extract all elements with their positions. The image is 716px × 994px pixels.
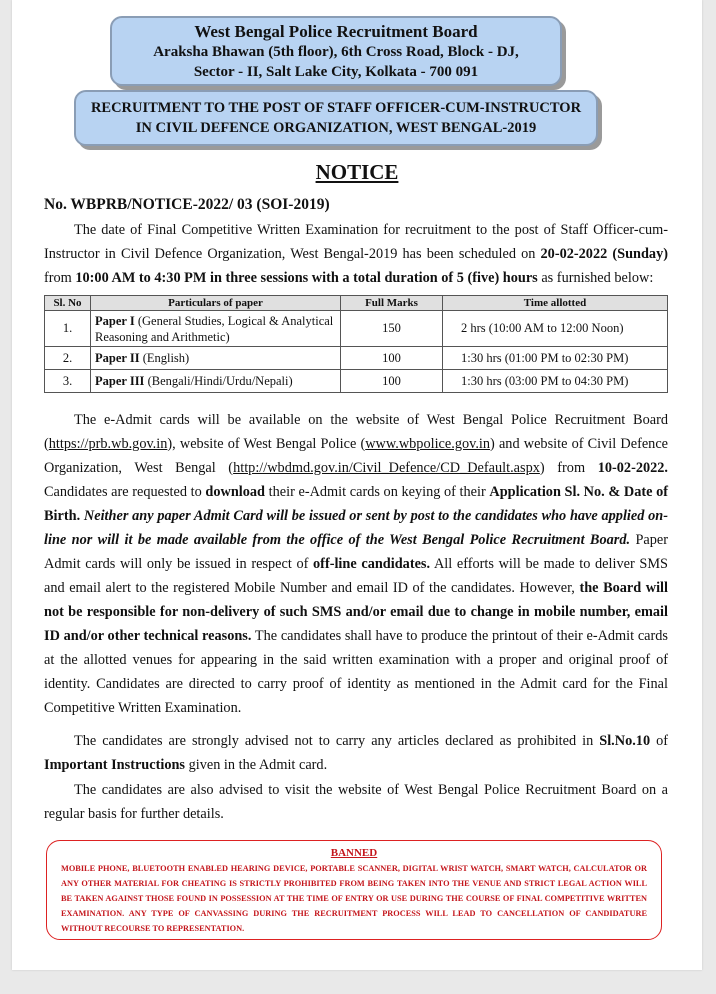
advice-text: The candidates are strongly advised not to carry any articles declared as prohibited in [74, 733, 600, 749]
sl-cell: 2. [45, 347, 91, 370]
instructions-emphasis: Important Instructions [44, 757, 185, 773]
recruitment-line-1: RECRUITMENT TO THE POST OF STAFF OFFICER-CUM-INSTRUCTOR [90, 100, 582, 116]
admit-text: Paper Admit cards will only be issued in respect of [44, 532, 668, 572]
board-disclaimer: the Board will not be responsible for non-delivery of such SMS and/or email due to change in mobile number, email ID and/or other technical reasons. [44, 580, 668, 644]
exam-time: 10:00 AM to 4:30 PM in three sessions with a total duration of 5 (five) hours [75, 270, 538, 286]
time-cell: 2 hrs (10:00 AM to 12:00 Noon) [443, 311, 668, 347]
admit-text: All efforts will be made to deliver SMS and email alert to the registered Mobile Number and email ID of the candidates. However, [44, 556, 668, 596]
admit-text: The e-Admit cards will be available on the website of West Bengal Police Recruitment Board ( [44, 412, 668, 452]
table-row [45, 370, 668, 393]
admit-text: their e-Admit cards on keying of their [265, 484, 490, 500]
marks-cell: 100 [341, 347, 443, 370]
admit-date: 10-02-2022. [597, 460, 669, 476]
address-line-2: Sector - II, Salt Lake City, Kolkata - 700 091 [193, 64, 479, 80]
exam-schedule-table [44, 295, 668, 393]
admit-text: ) and website of Civil Defence Organization, West Bengal ( [44, 436, 669, 476]
table-header-row [45, 296, 668, 311]
sl-cell: 1. [45, 311, 91, 347]
advice-text: of [650, 733, 668, 749]
paper-cell [91, 370, 341, 393]
col-header: Sl. No [45, 296, 91, 311]
slno-emphasis: Sl.No.10 [599, 733, 651, 749]
prb-website-link[interactable]: https://prb.wb.gov.in [48, 436, 168, 452]
admit-text: Candidates are requested to [44, 484, 206, 500]
download-emphasis: download [205, 484, 266, 500]
wbpolice-website-link[interactable]: www.wbpolice.gov.in [365, 436, 491, 452]
time-cell: 1:30 hrs (03:00 PM to 04:30 PM) [443, 370, 668, 393]
exam-date: 20-02-2022 (Sunday) [540, 246, 668, 262]
notice-number: No. WBPRB/NOTICE-2022/ 03 (SOI-2019) [44, 196, 330, 213]
intro-text: from [44, 270, 76, 286]
notice-title: NOTICE [315, 160, 399, 184]
visit-paragraph: The candidates are also advised to visit the website of West Bengal Police Recruitment Board on a regular basis for further details. [44, 782, 668, 822]
banned-title: BANNED [330, 847, 378, 859]
paper-name: Paper III [95, 373, 145, 388]
civil-defence-website-link[interactable]: http://wbdmd.gov.in/Civil_Defence/CD_Default.aspx [233, 460, 540, 476]
sl-cell: 3. [45, 370, 91, 393]
intro-text: The date of Final Competitive Written Examination for recruitment to the post of Staff Officer-cum-Instructor in Civil Defence Organization, West Bengal-2019 has been scheduled on [44, 222, 668, 262]
time-cell: 1:30 hrs (01:00 PM to 02:30 PM) [443, 347, 668, 370]
admit-text: ), website of West Bengal Police ( [167, 436, 366, 452]
address-line-1: Araksha Bhawan (5th floor), 6th Cross Road, Block - DJ, [153, 44, 519, 60]
paper-detail: (English) [139, 350, 190, 365]
paper-cell [91, 311, 341, 347]
table-row [45, 311, 668, 347]
paper-detail: (Bengali/Hindi/Urdu/Nepali) [144, 373, 293, 388]
table-row [45, 347, 668, 370]
col-header: Full Marks [341, 296, 443, 311]
header-box [110, 16, 562, 86]
application-emphasis: Application Sl. No. & Date of Birth. [44, 484, 668, 524]
paper-admit-warning: Neither any paper Admit Card will be issued or sent by post to the candidates who have applied on-line nor will it be made available from the office of the West Bengal Police Recruitment Board. [44, 508, 668, 548]
advice-paragraph [44, 729, 668, 777]
admit-text: The candidates shall have to produce the printout of their e-Admit cards at the allotted venues for appearing in the said written examination with a proper and original proof of identity. Candidates are directed to carry proof of identity as mentioned in the Admit card for the Final Competitive Written Examination. [44, 628, 668, 716]
intro-text: as furnished below: [537, 270, 654, 286]
banned-body: MOBILE PHONE, BLUETOOTH ENABLED HEARING DEVICE, PORTABLE SCANNER, DIGITAL WRIST WATCH, SMART WATCH, CALCULATOR OR ANY OTHER MATERIAL FOR CHEATING IS STRICTLY PROHIBITED FROM BEING TAKEN INTO THE VENUE AND STRICT LEGAL ACTION WILL BE TAKEN AGAINST THOSE FOUND IN POSSESSION AT THE TIME OF ENTRY OR USE DURING THE COURSE OF FINAL COMPETITIVE WRITTEN EXAMINATION. ANY TYPE OF CANVASSING DURING THE RECRUITMENT PROCESS WILL LEAD TO CANCELLATION OF CANDIDATURE WITHOUT RECOURSE TO REPRESENTATION. [61, 864, 647, 933]
col-header: Time allotted [443, 296, 668, 311]
intro-paragraph [44, 218, 668, 290]
paper-detail: (General Studies, Logical & Analytical Reasoning and Arithmetic) [95, 313, 334, 344]
paper-cell [91, 347, 341, 370]
notice-page [12, 0, 702, 970]
marks-cell: 150 [341, 311, 443, 347]
org-name: West Bengal Police Recruitment Board [194, 22, 478, 41]
offline-emphasis: off-line candidates. [313, 556, 431, 572]
admit-card-paragraph [44, 408, 668, 720]
recruitment-box [74, 90, 598, 146]
col-header: Particulars of paper [91, 296, 341, 311]
paper-name: Paper I [95, 313, 135, 328]
marks-cell: 100 [341, 370, 443, 393]
paper-name: Paper II [95, 350, 140, 365]
recruitment-line-2: IN CIVIL DEFENCE ORGANIZATION, WEST BENGAL-2019 [135, 120, 537, 136]
banned-box [46, 840, 662, 940]
advice-text: given in the Admit card. [185, 757, 328, 773]
admit-text: ) from [539, 460, 598, 476]
